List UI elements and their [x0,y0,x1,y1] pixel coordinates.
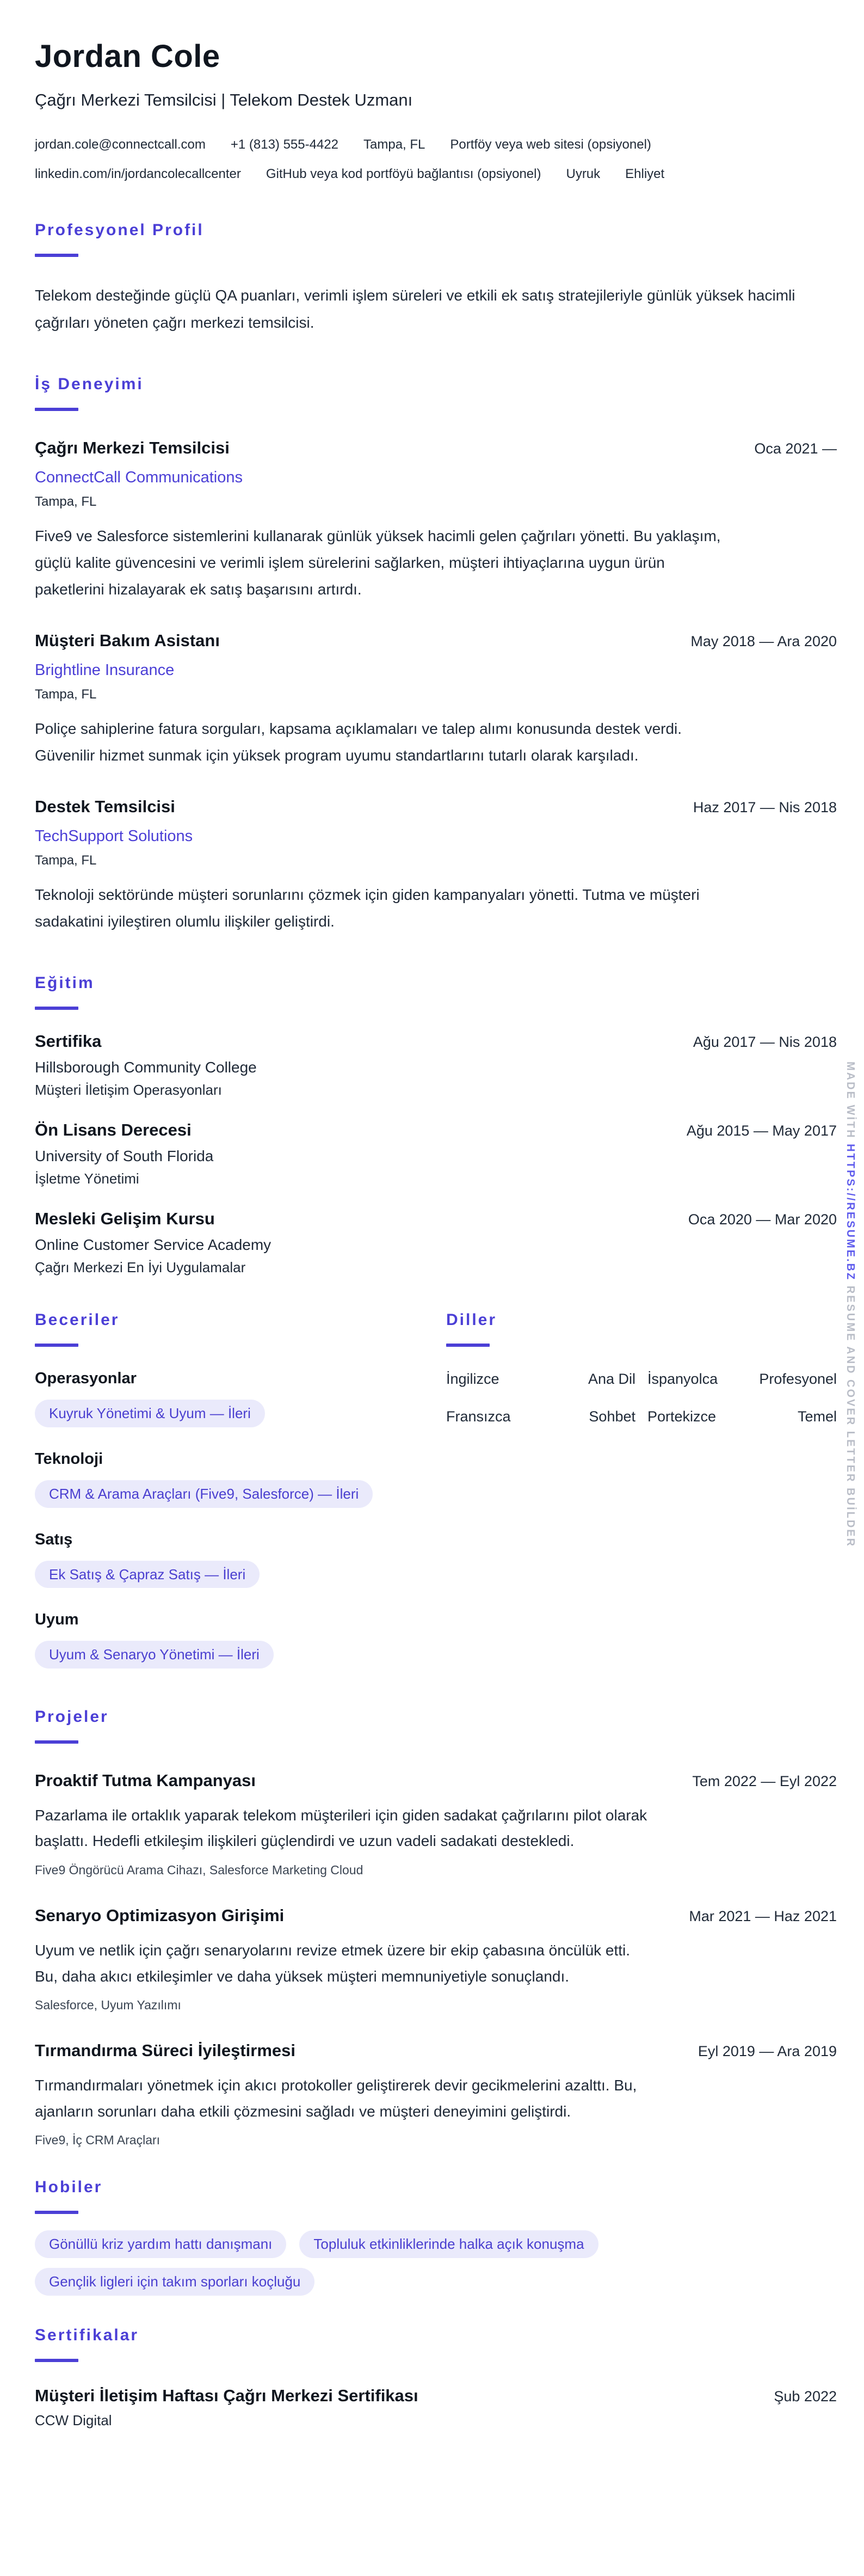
education-school: University of South Florida [35,1148,214,1165]
builder-watermark [844,1062,856,1548]
education-entry [35,1032,837,1099]
skill-group [35,1531,416,1588]
section-certificates [35,2326,837,2429]
heading-underline [446,1344,490,1347]
project-tools: Salesforce, Uyum Yazılımı [35,1998,181,2013]
job-title: Destek Temsilcisi [35,797,175,817]
language-item [446,1408,635,1425]
skill-group [35,1611,416,1669]
skill-category: Satış [35,1530,73,1548]
education-field: Müşteri İletişim Operasyonları [35,1082,222,1099]
language-level: Temel [797,1408,837,1425]
contact-license-placeholder[interactable]: Ehliyet [625,166,665,181]
education-heading: Eğitim [35,974,95,992]
skill-badge: Ek Satış & Çapraz Satış — İleri [35,1561,260,1588]
education-dates: Ağu 2017 — Nis 2018 [693,1034,837,1051]
experience-entry [35,797,837,935]
language-level: Profesyonel [759,1371,837,1388]
project-description: Pazarlama ile ortaklık yaparak telekom müşterileri için giden sadakat çağrılarını pilot olarak başlattı. Hedefli etkileşim ilişkileri güçlendirdi ve uzun vadeli sadakati destekledi. [35,1806,647,1850]
skill-badge: Kuyruk Yönetimi & Uyum — İleri [35,1400,265,1427]
project-dates: Mar 2021 — Haz 2021 [689,1908,837,1925]
person-job-title: Çağrı Merkezi Temsilcisi | Telekom Destek Uzmanı [35,90,413,109]
language-name: İngilizce [446,1371,499,1388]
languages-grid [446,1371,837,1425]
job-description: Five9 ve Salesforce sistemlerini kullanarak günlük yüksek hacimli gelen çağrıları yönetti. Bu yaklaşım, güçlü kalite güvencesini ve verimli işlem sürelerini sağlarken, müşteri ihtiyaçlarına uygun ürün paketlerini hizalayarak ek satış başarısını artırdı. [35,528,721,598]
certificate-issuer: CCW Digital [35,2412,112,2428]
job-dates: Oca 2021 — [754,440,837,457]
project-title: Tırmandırma Süreci İyileştirmesi [35,2041,295,2060]
section-skills [35,1311,416,1668]
profile-summary: Telekom desteğinde güçlü QA puanları, verimli işlem süreleri ve etkili ek satış stratejileriyle günlük yüksek hacimli çağrıları yöneten çağrı merkezi temsilcisi. [35,286,795,331]
contact-linkedin[interactable]: linkedin.com/in/jordancolecallcenter [35,166,241,181]
job-dates: May 2018 — Ara 2020 [690,633,837,650]
contact-row-2 [35,167,837,182]
job-description: Poliçe sahiplerine fatura sorguları, kapsama açıklamaları ve talep alımı konusunda destek verdi. Güvenilir hizmet sunmak için yüksek program uyumu standartlarını tutarlı olarak karşıladı. [35,720,682,764]
project-entry [35,1906,837,2013]
experience-entry [35,631,837,769]
language-level: Sohbet [589,1408,635,1425]
education-dates: Oca 2020 — Mar 2020 [688,1211,837,1228]
project-entry [35,2041,837,2148]
project-dates: Tem 2022 — Eyl 2022 [692,1772,837,1789]
hobby-badge: Gönüllü kriz yardım hattı danışmanı [35,2230,286,2258]
section-languages [446,1311,837,1668]
hobby-badge: Topluluk etkinliklerinde halka açık konuşma [299,2230,598,2258]
projects-heading: Projeler [35,1707,109,1726]
job-location: Tampa, FL [35,494,97,510]
section-projects [35,1708,837,2148]
job-location: Tampa, FL [35,687,97,702]
education-field: İşletme Yönetimi [35,1170,139,1187]
language-level: Ana Dil [588,1371,635,1388]
contact-portfolio-placeholder[interactable]: Portföy veya web sitesi (opsiyonel) [450,137,651,152]
contact-phone[interactable]: +1 (813) 555-4422 [230,137,339,152]
contact-email[interactable]: jordan.cole@connectcall.com [35,137,206,152]
job-company-link[interactable]: Brightline Insurance [35,661,175,679]
section-experience [35,375,837,935]
heading-underline [35,2359,78,2362]
education-dates: Ağu 2015 — May 2017 [686,1123,837,1139]
contact-row-1 [35,137,837,152]
heading-underline [35,2211,78,2214]
hobby-badge: Gençlik ligleri için takım sporları koçluğu [35,2268,314,2296]
education-field: Çağrı Merkezi En İyi Uygulamalar [35,1259,246,1276]
heading-underline [35,1007,78,1010]
job-title: Çağrı Merkezi Temsilcisi [35,438,230,458]
project-title: Senaryo Optimizasyon Girişimi [35,1906,285,1925]
education-degree: Mesleki Gelişim Kursu [35,1209,215,1229]
experience-heading: İş Deneyimi [35,375,144,394]
heading-underline [35,408,78,411]
watermark-text: RESUME AND COVER LETTER BUİLDER [844,1281,856,1548]
skills-heading: Beceriler [35,1311,120,1329]
certificates-heading: Sertifikalar [35,2326,139,2344]
person-name: Jordan Cole [35,39,220,74]
skill-group [35,1450,416,1508]
job-description: Teknoloji sektöründe müşteri sorunlarını çözmek için giden kampanyaları yönetti. Tutma ve müşteri sadakatini iyileştiren olumlu ilişkiler geliştirdi. [35,886,700,930]
education-entry [35,1120,837,1187]
certificate-entry [35,2386,837,2429]
language-item [647,1371,837,1388]
section-profile [35,221,837,336]
education-school: Online Customer Service Academy [35,1236,271,1254]
language-item [446,1371,635,1388]
project-dates: Eyl 2019 — Ara 2019 [698,2043,837,2060]
project-description: Uyum ve netlik için çağrı senaryolarını revize etmek üzere bir ekip çabasına öncülük etti. Bu, daha akıcı etkileşimler ve daha yüksek müşteri memnuniyetiyle sonuçlandı. [35,1942,631,1985]
skill-group [35,1370,416,1427]
experience-entry [35,438,837,603]
hobbies-heading: Hobiler [35,2178,103,2197]
certificate-title: Müşteri İletişim Haftası Çağrı Merkezi Sertifikası [35,2385,418,2405]
project-entry [35,1771,837,1878]
language-name: Portekizce [647,1408,717,1425]
contact-location: Tampa, FL [363,137,425,152]
job-company-link[interactable]: ConnectCall Communications [35,469,243,487]
job-title: Müşteri Bakım Asistanı [35,631,220,651]
job-company-link[interactable]: TechSupport Solutions [35,827,193,845]
section-education [35,974,837,1276]
education-school: Hillsborough Community College [35,1059,257,1076]
education-degree: Ön Lisans Derecesi [35,1120,192,1140]
language-name: İspanyolca [647,1371,718,1388]
skill-category: Operasyonlar [35,1370,137,1388]
contact-github-placeholder[interactable]: GitHub veya kod portföyü bağlantısı (opsiyonel) [266,166,541,181]
language-name: Fransızca [446,1408,511,1425]
project-description: Tırmandırmaları yönetmek için akıcı protokoller geliştirerek devir gecikmelerini azalttı. Bu, ajanların sorunları daha etkili çözmesini sağladı ve müşteri deneyimini geliştirdi. [35,2077,637,2120]
skill-badge: Uyum & Senaryo Yönetimi — İleri [35,1641,274,1669]
heading-underline [35,1740,78,1744]
skills-languages-row [35,1311,837,1668]
education-degree: Sertifika [35,1032,102,1051]
skill-category: Teknoloji [35,1450,103,1468]
project-title: Proaktif Tutma Kampanyası [35,1770,256,1790]
resume-header [35,39,837,182]
language-item [647,1408,837,1425]
job-location: Tampa, FL [35,853,97,868]
contact-nationality-placeholder[interactable]: Uyruk [566,166,601,181]
profile-heading: Profesyonel Profil [35,220,204,239]
contact-info [35,137,837,182]
heading-underline [35,1344,78,1347]
section-hobbies [35,2178,837,2295]
certificate-date: Şub 2022 [774,2388,837,2405]
skill-category: Uyum [35,1611,79,1629]
watermark-text: MADE WİTH [844,1062,856,1144]
hobby-list [35,2230,688,2295]
watermark-link[interactable]: HTTPS://RESUME.BZ [844,1144,856,1281]
project-tools: Five9 Öngörücü Arama Cihazı, Salesforce Marketing Cloud [35,1863,363,1878]
education-entry [35,1209,837,1276]
languages-heading: Diller [446,1311,497,1329]
heading-underline [35,254,78,257]
job-dates: Haz 2017 — Nis 2018 [693,799,837,816]
project-tools: Five9, İç CRM Araçları [35,2133,161,2148]
skill-badge: CRM & Arama Araçları (Five9, Salesforce) — İleri [35,1480,373,1508]
